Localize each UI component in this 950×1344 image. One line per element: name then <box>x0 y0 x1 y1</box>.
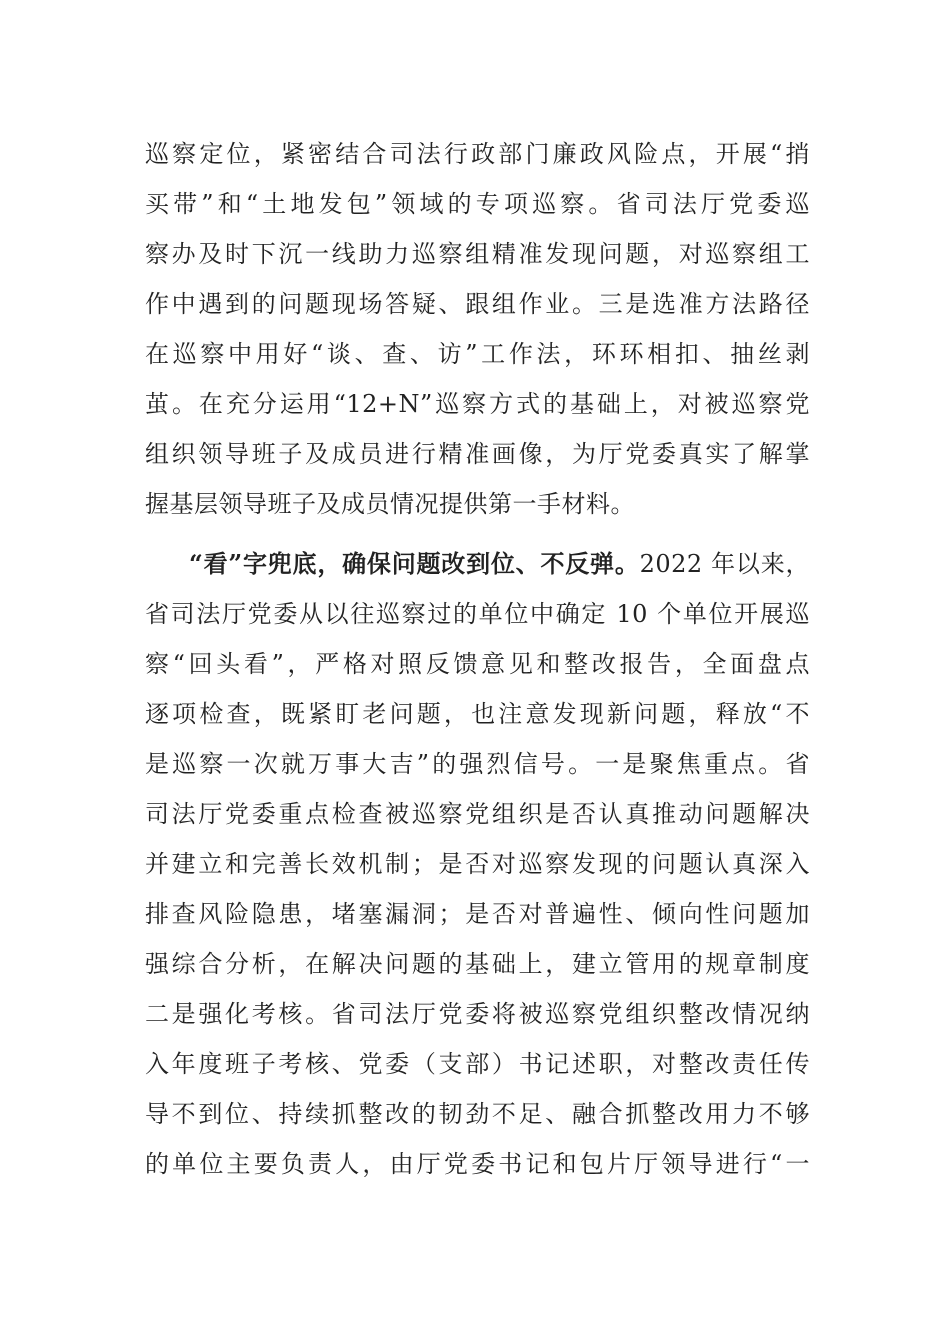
paragraph-2-line-6: 司法厅党委重点检查被巡察党组织是否认真推动问题解决 <box>145 800 810 828</box>
paragraph-2-line-8: 排查风险隐患，堵塞漏洞；是否对普遍性、倾向性问题加 <box>145 900 810 928</box>
paragraph-2-line-5: 是巡察一次就万事大吉”的强烈信号。一是聚焦重点。省 <box>145 750 810 778</box>
paragraph-2-line-2: 省司法厅党委从以往巡察过的单位中确定 10 个单位开展巡 <box>145 600 810 628</box>
paragraph-1-line-4: 作中遇到的问题现场答疑、跟组作业。三是选准方法路径 <box>145 290 810 318</box>
paragraph-2-line-3: 察“回头看”，严格对照反馈意见和整改报告，全面盘点 <box>145 650 810 678</box>
paragraph-2-line-13: 的单位主要负责人，由厅党委书记和包片厅领导进行“一 <box>145 1150 810 1178</box>
paragraph-2-line-1 <box>189 548 810 580</box>
paragraph-2-line-7: 并建立和完善长效机制；是否对巡察发现的问题认真深入 <box>145 850 810 878</box>
paragraph-2-lead: “看”字兜底，确保问题改到位、不反弹。 <box>189 549 640 578</box>
paragraph-2-line-4: 逐项检查，既紧盯老问题，也注意发现新问题，释放“不 <box>145 700 810 728</box>
paragraph-1-line-1: 巡察定位，紧密结合司法行政部门廉政风险点，开展“捎 <box>145 140 810 168</box>
paragraph-1-line-3: 察办及时下沉一线助力巡察组精准发现问题，对巡察组工 <box>145 240 810 268</box>
paragraph-2-line-10: 二是强化考核。省司法厅党委将被巡察党组织整改情况纳 <box>145 1000 810 1028</box>
paragraph-2-line-9: 强综合分析，在解决问题的基础上，建立管用的规章制度 <box>145 950 810 978</box>
paragraph-1-line-7: 组织领导班子及成员进行精准画像，为厅党委真实了解掌 <box>145 440 810 468</box>
paragraph-2-line-12: 导不到位、持续抓整改的韧劲不足、融合抓整改用力不够 <box>145 1100 810 1128</box>
paragraph-2-line-1-rest: 2022 年以来， <box>639 550 810 578</box>
paragraph-1-line-6: 茧。在充分运用“12+N”巡察方式的基础上，对被巡察党 <box>145 390 810 418</box>
paragraph-1-line-2: 买带”和“土地发包”领域的专项巡察。省司法厅党委巡 <box>145 190 810 218</box>
paragraph-1-line-5: 在巡察中用好“谈、查、访”工作法，环环相扣、抽丝剥 <box>145 340 810 368</box>
paragraph-1-line-8: 握基层领导班子及成员情况提供第一手材料。 <box>145 490 635 518</box>
paragraph-2-line-11: 入年度班子考核、党委（支部）书记述职，对整改责任传 <box>145 1050 810 1078</box>
